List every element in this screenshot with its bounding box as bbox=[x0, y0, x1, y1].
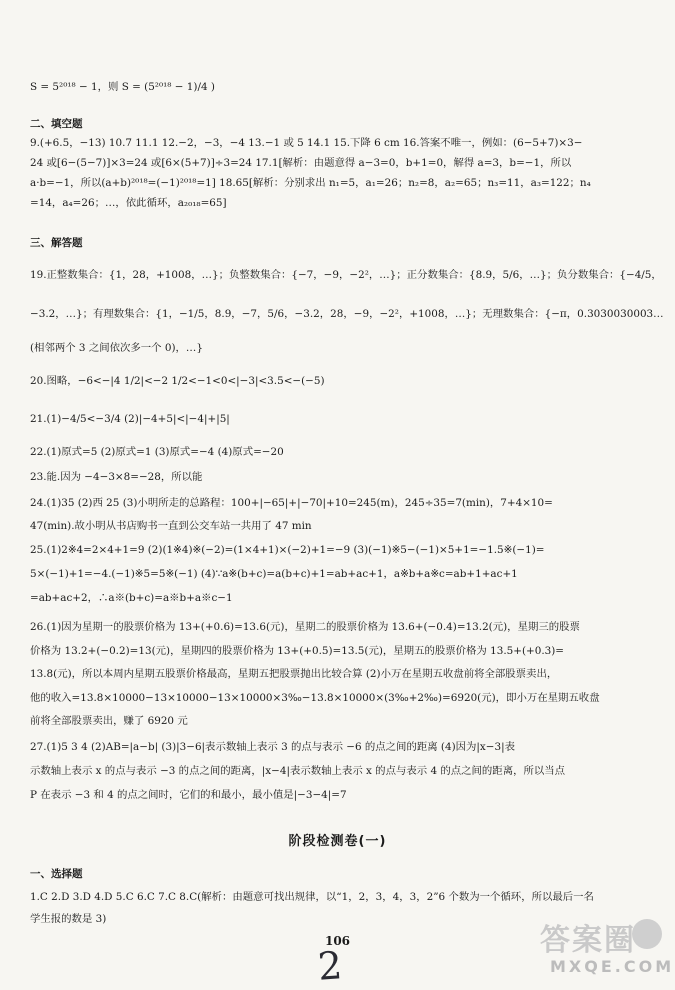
text-line-5: =14，a₄=26；…，依此循环，a₂₀₁₈=65] bbox=[30, 197, 227, 209]
text-line-3: 24 或[6−(5−7)]×3=24 或[6×(5+7)]÷3=24 17.1[解析：由题意得 a−3=0，b+1=0，解得 a=3，b=−1，所以 bbox=[30, 157, 572, 169]
text-line-19: 价格为 13.2+(−0.2)=13(元)，星期四的股票价格为 13+(+0.5)=13.5(元)，星期五的股票价格为 13.5+(+0.3)= bbox=[30, 645, 564, 657]
text-line-8: (相邻两个 3 之间依次多一个 0)，…} bbox=[30, 342, 203, 354]
watermark-bottom-text: MXQE.COM bbox=[550, 957, 675, 976]
text-line-18: 26.(1)因为星期一的股票价格为 13+(+0.6)=13.6(元)，星期二的股票价格为 13.6+(−0.4)=13.2(元)，星期三的股票 bbox=[30, 621, 580, 633]
text-line-15: 25.(1)2※4=2×4+1=9 (2)(1※4)※(−2)=(1×4+1)×(−2)+1=−9 (3)(−1)※5−(−1)×5+1=−1.5※(−1)= bbox=[30, 544, 545, 556]
section-heading-answers: 三、解答题 bbox=[30, 237, 83, 249]
page-number: 106 bbox=[324, 934, 351, 948]
text-line-1: S = 5²⁰¹⁸ − 1，则 S = (5²⁰¹⁸ − 1)/4 ) bbox=[30, 81, 215, 93]
text-line-26: 1.C 2.D 3.D 4.D 5.C 6.C 7.C 8.C(解析：由题意可找出规律，以“1，2，3，4，3，2”6 个数为一个循环，所以最后一名 bbox=[30, 891, 594, 903]
text-line-25: P 在表示 −3 和 4 的点之间时，它们的和最小，最小值是|−3−4|=7 bbox=[30, 789, 347, 801]
handwritten-mark: 2 bbox=[316, 943, 344, 989]
text-line-13: 24.(1)35 (2)西 25 (3)小明所走的总路程：100+|−65|+|−70|+10=245(m)，245÷35=7(min)，7+4×10= bbox=[30, 497, 553, 509]
section-heading-fill-in: 二、填空题 bbox=[30, 118, 83, 130]
text-line-11: 22.(1)原式=5 (2)原式=1 (3)原式=−4 (4)原式=−20 bbox=[30, 446, 284, 458]
text-line-17: =ab+ac+2，∴a※(b+c)=a※b+a※c−1 bbox=[30, 592, 233, 604]
text-line-20: 13.8(元)，所以本周内星期五股票价格最高，星期五把股票抛出比较合算 (2)小万在星期五收盘前将全部股票卖出， bbox=[30, 668, 558, 680]
text-line-4: a·b=−1，所以(a+b)²⁰¹⁸=(−1)²⁰¹⁸=1] 18.65[解析：分别求出 n₁=5，a₁=26；n₂=8，a₂=65；n₃=11，a₃=122；n₄ bbox=[30, 177, 591, 189]
text-line-23: 27.(1)5 3 4 (2)AB=|a−b| (3)|3−6|表示数轴上表示 3 的点与表示 −6 的点之间的距离 (4)因为|x−3|表 bbox=[30, 741, 515, 753]
text-line-7: −3.2，…}；有理数集合：{1，−1/5，8.9，−7，5/6，−3.2，28，−9，−2²，+1008，…}；无理数集合：{−π，0.3030030003… bbox=[30, 308, 664, 320]
text-line-14: 47(min).故小明从书店购书一直到公交车站一共用了 47 min bbox=[30, 520, 312, 532]
text-line-16: 5×(−1)+1=−4.(−1)※5=5※(−1) (4)∵a※(b+c)=a(b+c)+1=ab+ac+1，a※b+a※c=ab+1+ac+1 bbox=[30, 568, 518, 580]
watermark-logo bbox=[540, 915, 675, 987]
text-line-27: 学生报的数是 3) bbox=[30, 913, 107, 925]
text-line-24: 示数轴上表示 x 的点与表示 −3 的点之间的距离，|x−4|表示数轴上表示 x 的点与表示 4 的点之间的距离，所以当点 bbox=[30, 765, 566, 777]
text-line-9: 20.图略，−6<−|4 1/2|<−2 1/2<−1<0<|−3|<3.5<−(−5) bbox=[30, 375, 325, 387]
text-line-21: 他的收入=13.8×10000−13×10000−13×10000×3‰−13.8×10000×(3‰+2‰)=6920(元)，即小万在星期五收盘 bbox=[30, 692, 600, 704]
text-line-12: 23.能.因为 −4−3×8=−28，所以能 bbox=[30, 471, 203, 483]
text-line-6: 19.正整数集合：{1，28，+1008，…}；负整数集合：{−7，−9，−2²，…}；正分数集合：{8.9，5/6，…}；负分数集合：{−4/5， bbox=[30, 269, 662, 281]
chapter-title: 阶段检测卷(一) bbox=[288, 834, 387, 849]
text-line-22: 前将全部股票卖出，赚了 6920 元 bbox=[30, 715, 188, 727]
section-heading-choice: 一、选择题 bbox=[30, 868, 83, 880]
text-line-10: 21.(1)−4/5<−3/4 (2)|−4+5|<|−4|+|5| bbox=[30, 413, 230, 425]
watermark-top-text: 答案圈 bbox=[540, 923, 636, 958]
text-line-2: 9.(+6.5，−13) 10.7 11.1 12.−2，−3，−4 13.−1 或 5 14.1 15.下降 6 cm 16.答案不唯一，例如：(6−5+7)×3− bbox=[30, 137, 583, 149]
watermark-badge-icon bbox=[632, 919, 662, 949]
